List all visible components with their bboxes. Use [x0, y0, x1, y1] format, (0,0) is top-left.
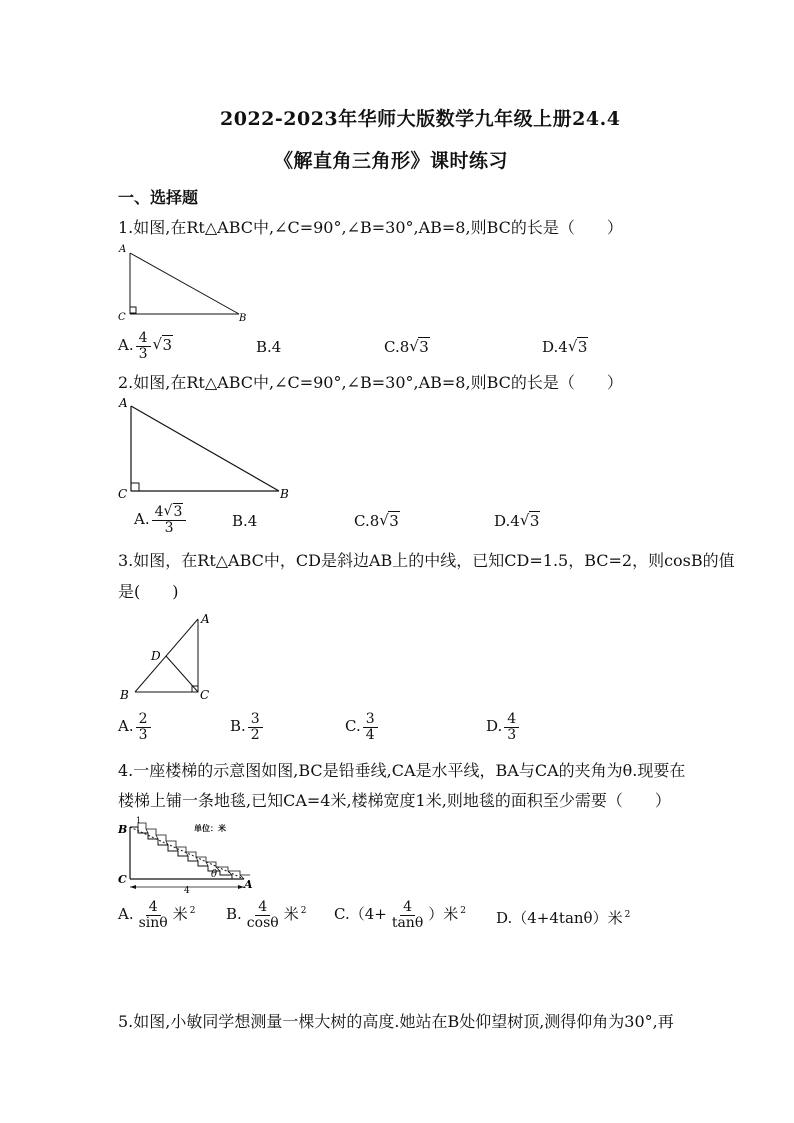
q4-length-label: 4 [184, 886, 190, 896]
q1-label-b: B [239, 313, 247, 324]
q4-theta-label: θ [211, 869, 218, 880]
q4-figure [116, 815, 256, 897]
q1-option-c: C.8 √ 3 [384, 337, 429, 356]
q2-label-b: B [280, 487, 289, 501]
q3-label-b: B [120, 688, 129, 702]
q3-label-a: A [201, 612, 210, 626]
q1-stem: 1.如图,在Rt△ABC中,∠C=90°,∠B=30°,AB=8,则BC的长是（ ） [118, 218, 623, 237]
q3-label-d: D [151, 649, 161, 663]
q1-label-a: A [119, 244, 127, 255]
q4-option-c: C.（4+ $\frac{4}{\tan\theta}$ ）米 $^2$ [334, 899, 466, 931]
q3-option-b: B. $\frac{3}{2}$ [230, 712, 265, 742]
q3-label-c: C [200, 688, 210, 702]
q3-option-c: C. $\frac{3}{4}$ [345, 712, 380, 742]
q4-stem-line1: 4.一座楼梯的示意图如图,BC是铅垂线,CA是水平线，BA与CA的夹角为θ.现要在 [118, 761, 686, 780]
q2-label-a: A [119, 396, 128, 410]
q2-option-b: B.4 [232, 512, 258, 530]
q2-figure [112, 392, 302, 504]
q1-option-a: A. $\frac{4}{3}$ √ 3 [118, 330, 173, 362]
q4-label-a: A [244, 878, 253, 891]
q3-option-d: D. $\frac{4}{3}$ [486, 712, 521, 742]
q2-option-c: C.8 √ 3 [354, 511, 399, 530]
q1-option-d: D.4 √ 3 [542, 337, 588, 356]
q3-figure [114, 608, 224, 703]
page-title-line1: 2022-2023年华师大版数学九年级上册24.4 [220, 108, 621, 130]
q4-option-d: D.（4+4tanθ）米 $^2$ [496, 909, 631, 927]
q2-option-a: A. 4 √ 3 3 [134, 505, 188, 535]
q5-stem: 5.如图,小敏同学想测量一棵大树的高度.她站在B处仰望树顶,测得仰角为30°,再 [118, 1012, 674, 1031]
q4-stem-line2: 楼梯上铺一条地毯,已知CA=4米,楼梯宽度1米,则地毯的面积至少需要（ ） [118, 791, 671, 810]
q4-width-label: 1 [136, 816, 142, 825]
q4-label-c: C [118, 873, 127, 886]
q4-label-b: B [118, 823, 128, 836]
q2-stem: 2.如图,在Rt△ABC中,∠C=90°,∠B=30°,AB=8,则BC的长是（ ） [118, 373, 623, 392]
page-title-line2: 《解直角三角形》课时练习 [274, 150, 509, 172]
q2-label-c: C [118, 487, 128, 501]
q3-stem-line2: 是( ) [118, 582, 179, 601]
q3-stem-line1: 3.如图，在Rt△ABC中，CD是斜边AB上的中线，已知CD=1.5，BC=2，则cosB的值 [118, 551, 735, 570]
q4-unit-label: 单位：米 [194, 823, 226, 833]
q1-option-b: B.4 [256, 338, 282, 356]
q4-option-a: A. $\frac{4}{\sin\theta}$ 米 $^2$ [118, 899, 196, 931]
q4-option-b: B. $\frac{4}{\cos\theta}$ 米 $^2$ [226, 899, 307, 931]
q1-label-c: C [118, 312, 126, 323]
q1-figure [112, 240, 252, 325]
q2-option-d: D.4 √ 3 [494, 511, 540, 530]
q3-option-a: A. $\frac{2}{3}$ [118, 712, 153, 742]
section-heading: 一、选择题 [118, 188, 199, 207]
